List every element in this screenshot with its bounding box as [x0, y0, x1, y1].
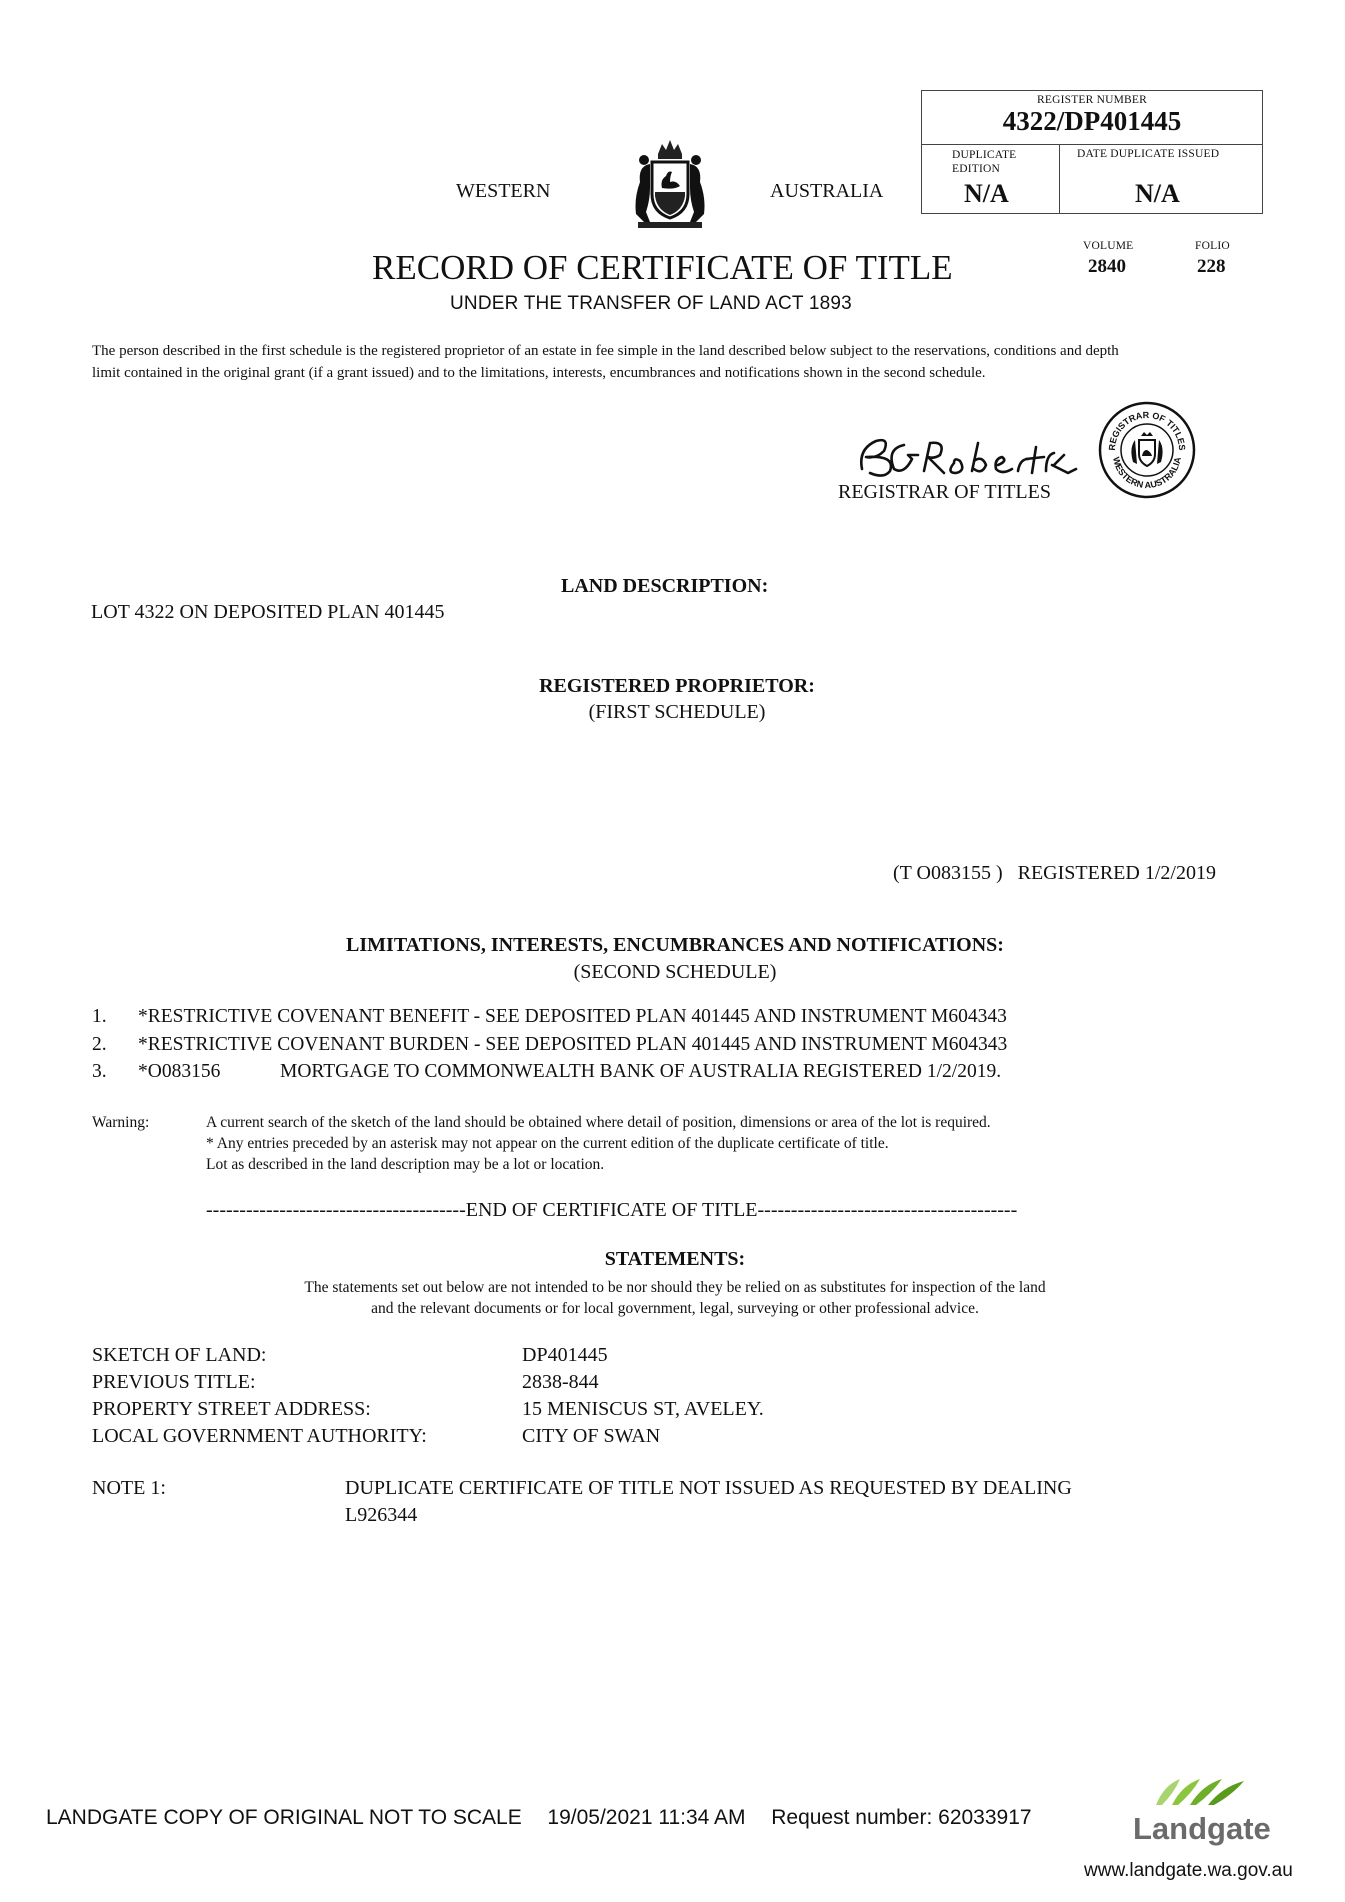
- folio-label: FOLIO: [1195, 240, 1230, 252]
- duplicate-edition-value: N/A: [964, 179, 1009, 208]
- register-number: 4322/DP401445: [1002, 106, 1182, 136]
- date-duplicate-issued-label: DATE DUPLICATE ISSUED: [1077, 148, 1220, 160]
- list-item-text: *O083156: [138, 1061, 221, 1082]
- second-schedule-subheading: (SECOND SCHEDULE): [573, 961, 777, 983]
- second-schedule-heading: LIMITATIONS, INTERESTS, ENCUMBRANCES AND NOTIFICATIONS:: [346, 934, 1004, 956]
- footer-datetime: 19/05/2021 11:34 AM: [547, 1806, 746, 1829]
- statement-label: SKETCH OF LAND:: [92, 1344, 267, 1366]
- first-schedule-subheading: (FIRST SCHEDULE): [588, 701, 766, 723]
- state-label-western: WESTERN: [456, 180, 551, 202]
- folio-value: 228: [1197, 256, 1226, 277]
- warning-line: Lot as described in the land description may be a lot or location.: [206, 1156, 605, 1173]
- statement-label: PREVIOUS TITLE:: [92, 1371, 256, 1393]
- registered-proprietor-heading: REGISTERED PROPRIETOR:: [539, 675, 815, 697]
- footer-copy-text: LANDGATE COPY OF ORIGINAL NOT TO SCALE: [46, 1806, 522, 1829]
- land-description-heading: LAND DESCRIPTION:: [561, 575, 769, 597]
- landgate-url: www.landgate.wa.gov.au: [1084, 1860, 1293, 1881]
- intro-paragraph: The person described in the first schedule is the registered proprietor of an estate in fee simple in the land described below subject to the reservations, conditions and depth limit contained in the original grant (if a grant issued) and to the limitations, interests, encumbrances and notifications shown in the second schedule.: [92, 343, 1119, 381]
- landgate-logo-text: Landgate: [1133, 1811, 1271, 1846]
- statement-value: 2838-844: [522, 1371, 599, 1393]
- warning-line: * Any entries preceded by an asterisk may not appear on the current edition of the duplicate certificate of title.: [206, 1135, 889, 1152]
- wa-coat-of-arms-emblem: [620, 136, 720, 236]
- duplicate-edition-label: DUPLICATE EDITION: [952, 149, 1017, 175]
- svg-text:REGISTRAR OF TITLES: REGISTRAR OF TITLES: [1106, 409, 1188, 451]
- list-item: [92, 1061, 107, 1083]
- statements-intro-line: and the relevant documents or for local government, legal, surveying or other professional advice.: [371, 1300, 979, 1317]
- list-item-text: *RESTRICTIVE COVENANT BENEFIT - SEE DEPOSITED PLAN 401445 AND INSTRUMENT M604343: [138, 1006, 1007, 1027]
- registrar-signature: [850, 425, 1080, 485]
- list-item-number: 3.: [92, 1061, 107, 1082]
- statements-heading: STATEMENTS:: [604, 1248, 746, 1270]
- statement-label: PROPERTY STREET ADDRESS:: [92, 1398, 371, 1420]
- statement-value: 15 MENISCUS ST, AVELEY.: [522, 1398, 764, 1420]
- land-description-text: LOT 4322 ON DEPOSITED PLAN 401445: [91, 601, 445, 623]
- footer-request-number: Request number: 62033917: [771, 1806, 1032, 1829]
- list-item: [92, 1006, 107, 1028]
- statements-intro-line: The statements set out below are not intended to be nor should they be relied on as substitutes for inspection of the land: [304, 1279, 1046, 1296]
- note-label: NOTE 1:: [92, 1477, 166, 1499]
- landgate-leaf-icon: [1150, 1773, 1250, 1809]
- register-box: [921, 90, 1263, 214]
- registrar-title: REGISTRAR OF TITLES: [838, 481, 1051, 503]
- list-item-number: 2.: [92, 1034, 107, 1055]
- svg-text:WESTERN AUSTRALIA: WESTERN AUSTRALIA: [1110, 455, 1183, 491]
- document-title: RECORD OF CERTIFICATE OF TITLE: [372, 248, 953, 287]
- proprietor-registration: (T O083155 ) REGISTERED 1/2/2019: [893, 862, 1216, 884]
- volume-label: VOLUME: [1083, 240, 1134, 252]
- list-item-text-detail: MORTGAGE TO COMMONWEALTH BANK OF AUSTRALIA REGISTERED 1/2/2019.: [280, 1061, 1002, 1082]
- note-text-line: L926344: [345, 1504, 418, 1526]
- date-duplicate-issued-value: N/A: [1135, 179, 1180, 208]
- statement-value: CITY OF SWAN: [522, 1425, 661, 1447]
- note-text-line: DUPLICATE CERTIFICATE OF TITLE NOT ISSUED AS REQUESTED BY DEALING: [345, 1477, 1072, 1499]
- statement-value: DP401445: [522, 1344, 608, 1366]
- state-label-australia: AUSTRALIA: [770, 180, 884, 202]
- document-subtitle: UNDER THE TRANSFER OF LAND ACT 1893: [450, 293, 852, 314]
- list-item-text: *RESTRICTIVE COVENANT BURDEN - SEE DEPOSITED PLAN 401445 AND INSTRUMENT M604343: [138, 1034, 1008, 1055]
- list-item: [92, 1034, 107, 1056]
- statement-label: LOCAL GOVERNMENT AUTHORITY:: [92, 1425, 427, 1447]
- list-item-number: 1.: [92, 1006, 107, 1027]
- volume-value: 2840: [1088, 256, 1126, 277]
- registrar-seal-stamp: [1097, 400, 1197, 500]
- register-number-label: REGISTER NUMBER: [1036, 94, 1148, 106]
- warning-label: Warning:: [92, 1114, 150, 1131]
- warning-line: A current search of the sketch of the land should be obtained where detail of position, dimensions or area of the lot is required.: [206, 1114, 991, 1131]
- footer-info: [46, 1806, 1032, 1830]
- end-of-certificate-line: ---------------------------------------END OF CERTIFICATE OF TITLE---------------------------------------: [206, 1199, 1018, 1221]
